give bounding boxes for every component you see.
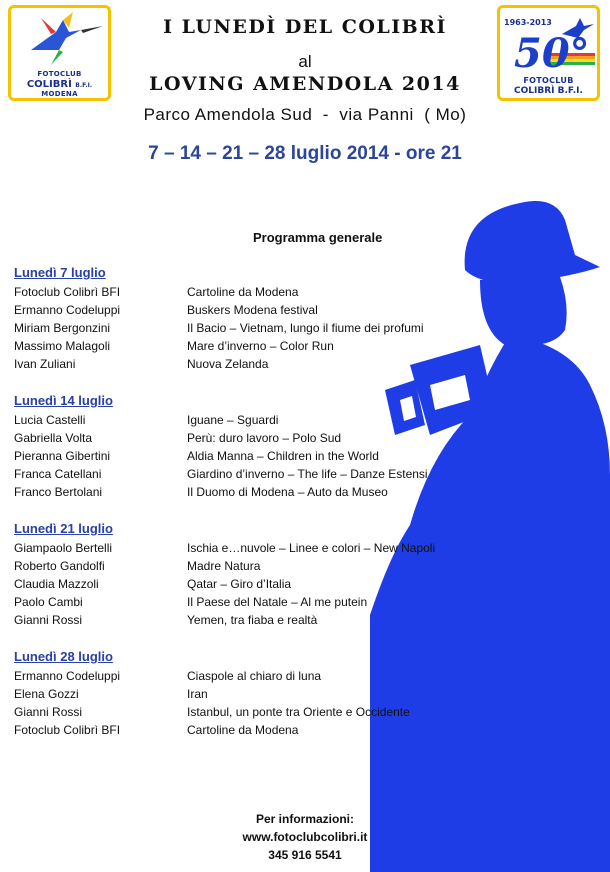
author-name: Claudia Mazzoli xyxy=(14,577,99,591)
day-heading: Lunedì 28 luglio xyxy=(14,649,113,664)
logo-years: 1963-2013 xyxy=(504,18,552,27)
event-venue-title: LOVING AMENDOLA 2014 xyxy=(149,73,461,95)
event-connector: al xyxy=(298,52,312,71)
show-title: Iguane – Sguardi xyxy=(187,413,279,427)
info-phone: 345 916 5541 xyxy=(268,848,342,862)
day-heading: Lunedì 14 luglio xyxy=(14,393,113,408)
author-name: Giampaolo Bertelli xyxy=(14,541,113,555)
show-title: Iran xyxy=(187,687,208,701)
author-name: Miriam Bergonzini xyxy=(14,321,111,335)
author-name: Franca Catellani xyxy=(14,467,102,481)
author-name: Franco Bertolani xyxy=(14,485,103,499)
author-name: Ermanno Codeluppi xyxy=(14,669,121,683)
show-title: Nuova Zelanda xyxy=(187,357,269,371)
author-name: Ivan Zuliani xyxy=(14,357,76,371)
author-name: Pieranna Gibertini xyxy=(14,449,111,463)
show-title: Ciaspole al chiaro di luna xyxy=(187,669,322,683)
info-website[interactable]: www.fotoclubcolibri.it xyxy=(242,830,368,844)
show-title: Il Bacio – Vietnam, lungo il fiume dei profumi xyxy=(187,321,424,335)
show-title: Madre Natura xyxy=(187,559,261,573)
author-name: Fotoclub Colibrì BFI xyxy=(14,723,121,737)
show-title: Il Paese del Natale – Al me putein xyxy=(187,595,368,609)
event-title: I LUNEDÌ DEL COLIBRÌ xyxy=(163,16,447,38)
show-title: Istanbul, un ponte tra Oriente e Occidente xyxy=(187,705,410,719)
logo-club-suffix: B.F.I. xyxy=(75,82,93,89)
logo-club-line1: FOTOCLUB xyxy=(37,70,82,78)
author-name: Massimo Malagoli xyxy=(14,339,111,353)
logo-fifty: 50° xyxy=(514,30,590,77)
logo-right-club-line1: FOTOCLUB xyxy=(523,76,574,85)
show-title: Buskers Modena festival xyxy=(187,303,318,317)
show-title: Cartoline da Modena xyxy=(187,285,299,299)
day-heading: Lunedì 7 luglio xyxy=(14,265,106,280)
show-title: Mare d’inverno – Color Run xyxy=(187,339,334,353)
show-title: Ischia e…nuvole – Linee e colori – New Napoli xyxy=(187,541,436,555)
program-title: Programma generale xyxy=(253,230,383,245)
logo-club-name: COLIBRÌ xyxy=(26,79,72,90)
show-title: Qatar – Giro d’Italia xyxy=(187,577,292,591)
logo-city: MODENA xyxy=(41,90,78,98)
author-name: Elena Gozzi xyxy=(14,687,79,701)
info-label: Per informazioni: xyxy=(255,812,354,826)
show-title: Il Duomo di Modena – Auto da Museo xyxy=(187,485,388,499)
show-title: Perù: duro lavoro – Polo Sud xyxy=(187,431,342,445)
author-name: Gabriella Volta xyxy=(14,431,93,445)
show-title: Yemen, tra fiaba e realtà xyxy=(187,613,318,627)
author-name: Fotoclub Colibrì BFI xyxy=(14,285,121,299)
show-title: Cartoline da Modena xyxy=(187,723,299,737)
author-name: Gianni Rossi xyxy=(14,705,83,719)
logo-right-club-line2: COLIBRÌ B.F.I. xyxy=(514,86,583,96)
author-name: Paolo Cambi xyxy=(14,595,83,609)
author-name: Gianni Rossi xyxy=(14,613,83,627)
author-name: Ermanno Codeluppi xyxy=(14,303,121,317)
photographer-silhouette-icon xyxy=(370,195,610,872)
event-dates: 7 – 14 – 21 – 28 luglio 2014 - ore 21 xyxy=(148,143,462,164)
author-name: Roberto Gandolfi xyxy=(14,559,105,573)
show-title: Giardino d’inverno – The life – Danze Estensi xyxy=(187,467,428,481)
show-title: Aldia Manna – Children in the World xyxy=(187,449,379,463)
day-heading: Lunedì 21 luglio xyxy=(14,521,113,536)
author-name: Lucia Castelli xyxy=(14,413,86,427)
event-address: Parco Amendola Sud - via Panni ( Mo) xyxy=(143,105,467,124)
